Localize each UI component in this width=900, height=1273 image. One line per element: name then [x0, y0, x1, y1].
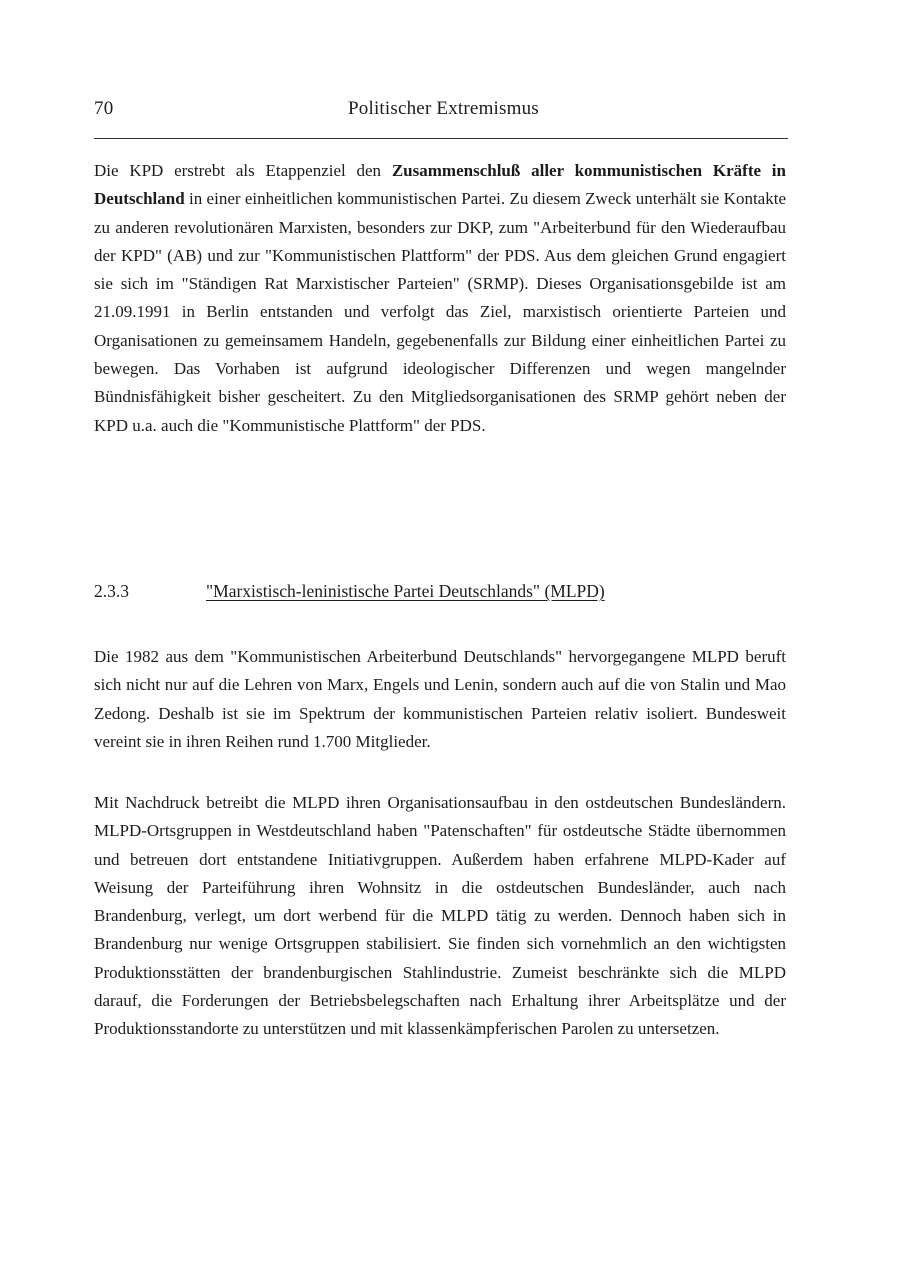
paragraph-kpd-goals — [94, 157, 786, 440]
paragraph-mlpd-organisation: Mit Nachdruck betreibt die MLPD ihren Organisationsaufbau in den ostdeutschen Bundesländern. MLPD-Ortsgruppen in Westdeutschland haben "Patenschaften" für ostdeutsche Städte übernommen und betreuen dort entstandene Initiativgruppen. Außerdem haben erfahrene MLPD-Kader auf Weisung der Parteiführung ihren Wohnsitz in die ostdeutschen Bundesländer, auch nach Brandenburg, verlegt, um dort werbend für die MLPD tätig zu werden. Dennoch haben sich in Brandenburg nur wenige Ortsgruppen stabilisiert. Sie finden sich vornehmlich an den wichtigsten Produktionsstätten der brandenburgischen Stahlindustrie. Zumeist beschränkte sich die MLPD darauf, die Forderungen der Betriebsbelegschaften nach Erhaltung ihrer Arbeitsplätze und der Produktionsstandorte zu unterstützen und mit klassenkämpferischen Parolen zu untersetzen. — [94, 793, 786, 1039]
section-title: "Marxistisch-leninistische Partei Deutschlands" (MLPD) — [206, 581, 605, 601]
page-header — [94, 98, 788, 138]
running-title: Politischer Extremismus — [348, 98, 539, 119]
header-rule — [94, 138, 788, 139]
paragraph-intro: Die KPD erstrebt als Etappenziel den — [94, 161, 392, 180]
paragraph-mlpd-origin: Die 1982 aus dem "Kommunistischen Arbeiterbund Deutschlands" hervorgegangene MLPD beruft sich nicht nur auf die Lehren von Marx, Engels und Lenin, sondern auch auf die von Stalin und Mao Zedong. Deshalb ist sie im Spektrum der kommunistischen Parteien relativ isoliert. Bundesweit vereint sie in ihren Reihen rund 1.700 Mitglieder. — [94, 647, 786, 751]
paragraph-bold-phrase: Zusammenschluß aller kommunistischen Kräfte in Deutschland — [94, 161, 786, 209]
paragraph-rest: in einer einheitlichen kommunistischen Partei. Zu diesem Zweck unterhält sie Kontakte zu anderen revolutionären Marxisten, besonders zur DKP, zum "Arbeiterbund für den Wiederaufbau der KPD" (AB) und zur "Kommunistischen Plattform" der PDS. Aus dem gleichen Grund engagiert sie sich im "Ständigen Rat Marxistischer Parteien" (SRMP). Dieses Organisationsgebilde ist am 21.09.1991 in Berlin entstanden und verfolgt das Ziel, marxistisch orientierte Parteien und Organisationen zu gemeinsamem Handeln, gegebenenfalls zur Bildung einer einheitlichen Partei zu bewegen. Das Vorhaben ist aufgrund ideologischer Differenzen und wegen mangelnder Bündnisfähigkeit bisher gescheitert. Zu den Mitgliedsorganisationen des SRMP gehört neben der KPD u.a. auch die "Kommunistische Plattform" der PDS. — [94, 189, 786, 435]
page-number: 70 — [94, 98, 114, 119]
section-heading — [94, 581, 786, 609]
section-number: 2.3.3 — [94, 581, 129, 601]
